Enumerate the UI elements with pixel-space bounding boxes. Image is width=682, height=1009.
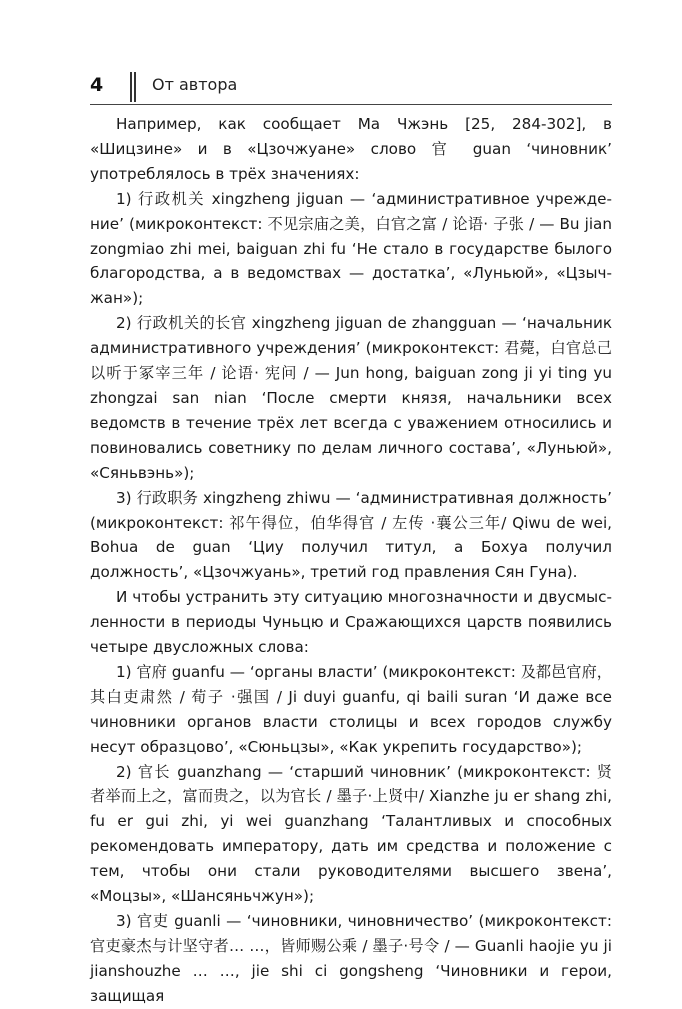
header-divider (130, 72, 132, 102)
paragraph: 3) 官吏 guanli — ‘чиновники, чиновничество’ (микроконтекст: 官吏豪杰与计坚守者… …，皆师赐公乘 / 墨子·号令 / — Guanli haojie yu ji jianshouzhe … …, jie shi ci gongsheng ‘Чиновники и герои, защищая (90, 912, 612, 1005)
paragraph: 3) 行政职务 xingzheng zhiwu — ‘административная должность’ (микроконтекст: 祁午得位，伯华得官 / 左传 ·襄公三年/ Qiwu de wei, Bohua de guan ‘Циу получил титул, а Бохуа получил должность’, «Цзочжуань», третий год правления Сян Гуна). (90, 488, 612, 582)
page-number: 4 (90, 74, 104, 96)
paragraph: 1) 官府 guanfu — ‘органы власти’ (микроконтекст: 及都邑官府，其白吏肃然 / 荀子 ·强国 / Ji duyi guanfu, qi baili suran ‘И даже все чиновники органов власти столицы и всех городов службу несут образцово’, «Сюньцзы», «Как укрепить государство»); (90, 662, 612, 756)
body-text (90, 112, 612, 1009)
paragraph: Например, как сообщает Ма Чжэнь [25, 284-302], в «Шицзине» и в «Цзочжуане» слово 官 guan ‘чиновник’ употреблялось в трёх значениях: (90, 115, 612, 183)
paragraph: 2) 官长 guanzhang — ‘старший чиновник’ (микроконтекст: 贤者举而上之，富而贵之，以为官长 / 墨子·上贤中/ Xianzhe ju er shang zhi, fu er gui zhi, yi wei guanzhang ‘Талантливых и способных рекомендовать императору, дать им средства и положение с тем, чтобы они стали руководителями высшего звена’, «Моцзы», «Шансяньчжун»); (90, 762, 612, 906)
header-rule (90, 104, 612, 105)
paragraph: 2) 行政机关的长官 xingzheng jiguan de zhangguan — ‘начальник административного учреждения’ (микроконтекст: 君薨，白官总己以听于冢宰三年 / 论语· 宪问 / — Jun hong, baiguan zong ji yi ting yu zhongzai san nian ‘После смерти князя, начальники всех ведомств в течение трёх лет всегда с уважением относились и повиновались советнику по делам личного состава’, «Луньюй», «Сяньвэнь»); (90, 314, 612, 482)
page-header (90, 72, 612, 102)
header-divider (134, 72, 136, 102)
paragraph: И чтобы устранить эту ситуацию многозначности и двусмысленности в периоды Чуньцю и Сражающихся царств появились четыре двусложных слова: (90, 588, 612, 657)
paragraph: 1) 行政机关 xingzheng jiguan — ‘административное учреждение’ (микроконтекст: 不见宗庙之美，白官之富 / 论语· 子张 / — Bu jian zongmiao zhi mei, baiguan zhi fu ‘Не стало в государстве былого благородства, а в ведомствах — достатка’, «Луньюй», «Цзычжан»); (90, 189, 612, 308)
running-title: От автора (152, 75, 238, 94)
